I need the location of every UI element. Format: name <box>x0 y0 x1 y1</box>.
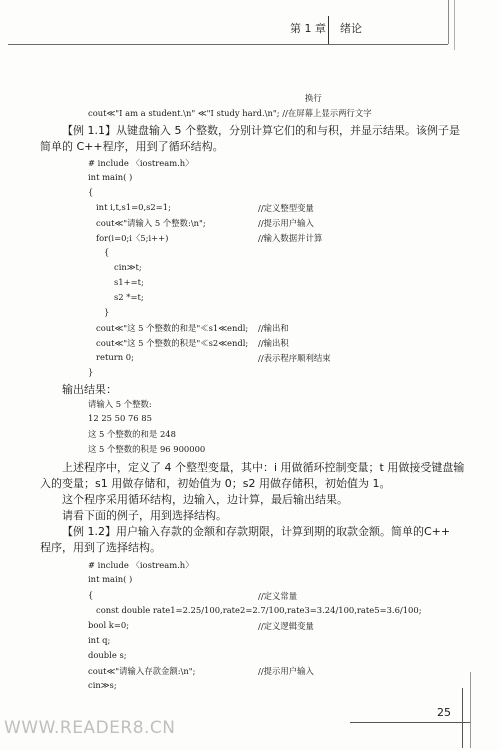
code-line: for(i=0;i〈5;i++) <box>96 233 169 243</box>
code-line: bool k=0; <box>88 620 130 630</box>
code-line: 这 5 个整数的积是 96 900000 <box>88 444 206 454</box>
body-text-line: 程序，用到了选择结构。 <box>40 541 161 554</box>
code-line: cout≪"I am a student.\n" ≪"I study hard.\n"; //在屏幕上显示两行文字 <box>88 108 372 118</box>
code-comment: //输出积 <box>258 338 289 348</box>
code-line: int main( ) <box>88 172 133 182</box>
footer-rule <box>350 722 470 723</box>
body-text-line: 【例 1.2】用户输入存款的金额和存款期限，计算到期的取款金额。简单的C++ <box>62 525 451 538</box>
header-corner-rule-outer <box>454 0 455 50</box>
code-line: { <box>104 247 110 257</box>
footer-corner-rule <box>462 688 463 748</box>
body-text-line: 简单的 C++程序，用到了循环结构。 <box>40 140 224 153</box>
code-line: # include 〈iostream.h〉 <box>88 560 194 570</box>
code-line: s2 *=t; <box>114 292 144 302</box>
code-line: int i,t,s1=0,s2=1; <box>96 202 171 212</box>
code-line: int q; <box>88 635 111 645</box>
watermark: WWW.READER8.CN <box>4 718 176 738</box>
body-text-line: 入的变量；s1 用做存储和，初始值为 0；s2 用做存储积，初始值为 1。 <box>40 477 391 490</box>
code-comment: //提示用户输入 <box>258 666 314 676</box>
code-line: int main( ) <box>88 574 133 584</box>
code-line: } <box>104 307 110 317</box>
code-comment: //提示用户输入 <box>258 218 314 228</box>
code-line: 这 5 个整数的和是 248 <box>88 429 176 439</box>
code-line: cin≫t; <box>114 262 142 272</box>
code-line: 12 25 50 76 85 <box>88 413 152 423</box>
code-line: 换行 <box>305 93 322 103</box>
code-line: { <box>88 590 94 600</box>
code-line: } <box>88 367 94 377</box>
body-text-line: 【例 1.1】从键盘输入 5 个整数，分别计算它们的和与积，并显示结果。该例子是 <box>62 124 460 137</box>
code-line: cout≪"这 5 个整数的积是"≪s2≪endl; <box>96 338 249 348</box>
body-text-line: 请看下面的例子，用到选择结构。 <box>62 509 227 522</box>
code-line: cout≪"这 5 个整数的和是"≪s1≪endl; <box>96 323 249 333</box>
code-line: const double rate1=2.25/100,rate2=2.7/100,rate3=3.24/100,rate5=3.6/100; <box>96 605 422 615</box>
body-text-line: 上述程序中，定义了 4 个整型变量，其中：i 用做循环控制变量；t 用做接受键盘输 <box>62 461 465 474</box>
header-rule <box>8 44 448 45</box>
code-comment: //定义常量 <box>258 591 298 601</box>
body-text-line: 输出结果： <box>62 383 117 396</box>
code-line: cout≪"请输入 5 个整数:\n"; <box>96 218 206 228</box>
code-comment: //输出和 <box>258 323 289 333</box>
header-separator <box>328 16 329 44</box>
code-line: return 0; <box>96 352 134 362</box>
chapter-label: 第 1 章 <box>290 22 326 35</box>
code-comment: //输入数据并计算 <box>258 233 323 243</box>
code-line: { <box>88 187 94 197</box>
code-line: cin≫s; <box>88 680 117 690</box>
code-line: cout≪"请输入存款金额:\n"; <box>88 666 196 676</box>
code-line: double s; <box>88 650 127 660</box>
code-line: s1+=t; <box>114 277 144 287</box>
body-text-line: 这个程序采用循环结构，边输入，边计算，最后输出结果。 <box>62 493 348 506</box>
chapter-title: 绪论 <box>340 22 362 35</box>
code-comment: //定义逻辑变量 <box>258 621 314 631</box>
footer-corner-rule-outer <box>470 672 471 748</box>
code-line: # include 〈iostream.h〉 <box>88 158 194 168</box>
code-comment: //表示程序顺利结束 <box>258 353 331 363</box>
page-number: 25 <box>437 706 451 719</box>
code-line: 请输入 5 个整数: <box>88 399 152 409</box>
header-corner-rule <box>448 0 449 44</box>
code-comment: //定义整型变量 <box>258 203 314 213</box>
